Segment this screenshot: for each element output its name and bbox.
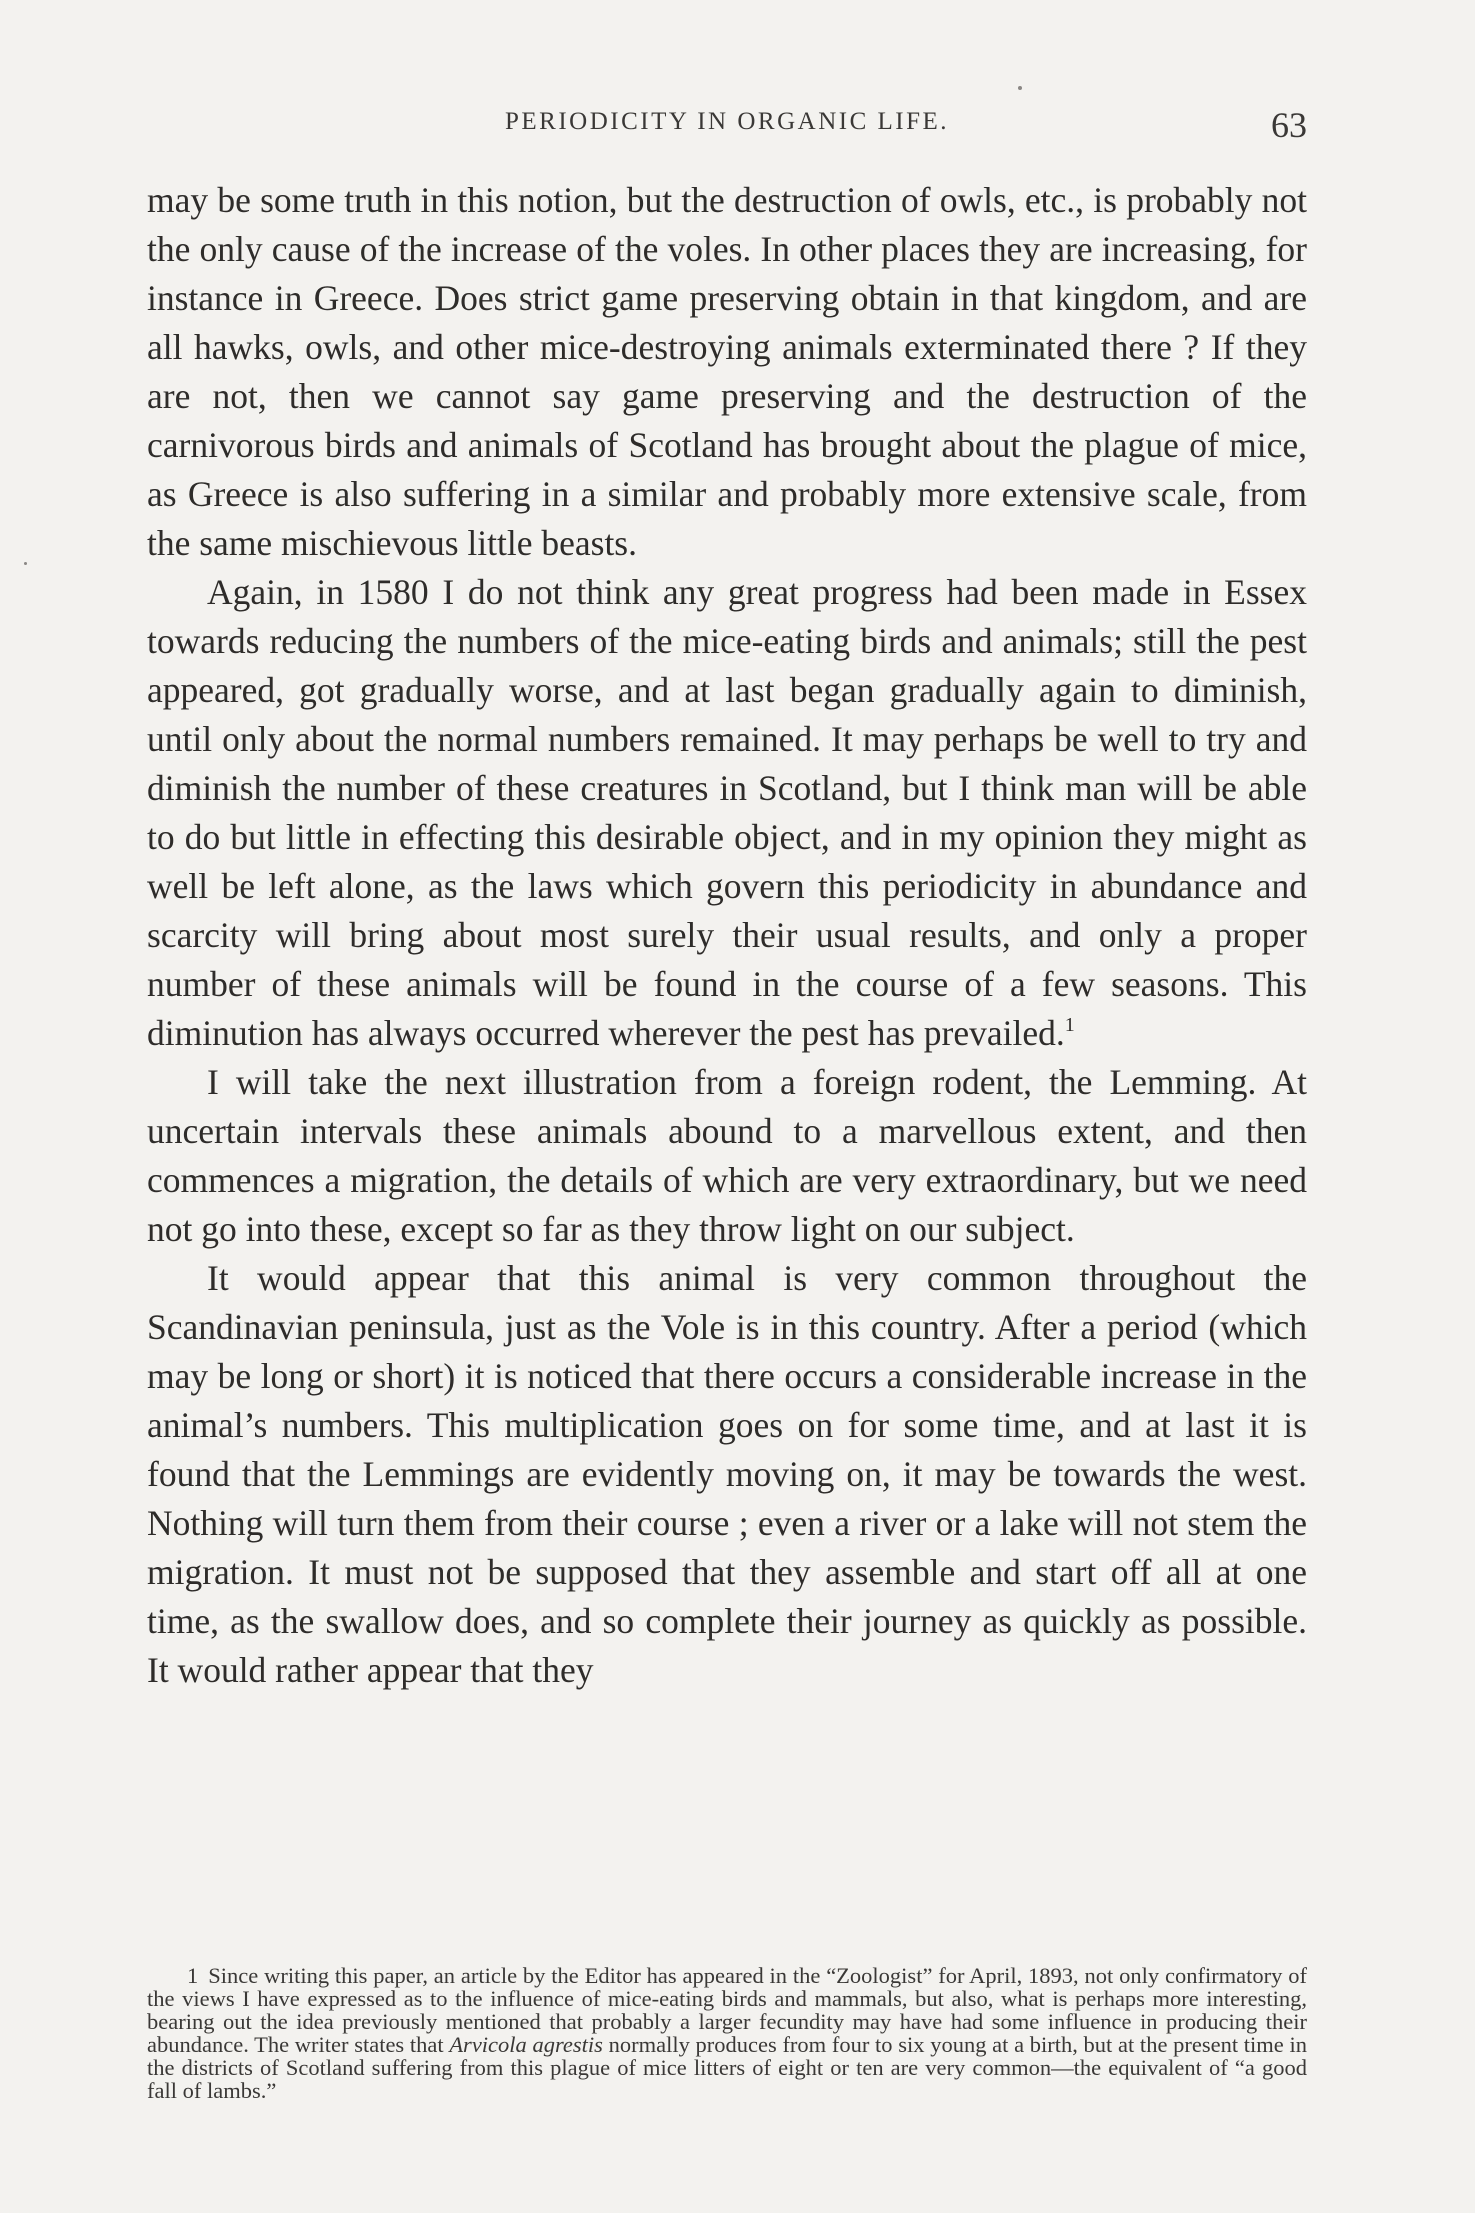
paragraph-text: It would appear that this animal is very common throughout the Scandinavian peninsula, just as the Vole is in this country. After a period (which may be long or short) it is noticed that there occurs a considerable increase in the animal’s numbers. This multiplication goes on for some time, and at last it is found that the Lemmings are evidently moving on, it may be towards the west. Nothing will turn them from their course ; even a river or a lake will not stem the migration. It must not be supposed that they assemble and start off all at one time, as the swallow does, and so complete their journey as quickly as possible. It would rather appear that they	[147, 1258, 1307, 1690]
footnote-text-continued: normally produces from four to six young at a birth, but at the present time in the districts of Scotland suffering from this plague of mice litters of eight or ten are very common—the equivalent of “a good fall of lambs.”	[147, 2032, 1307, 2103]
footnotes	[147, 1964, 1307, 2102]
footnote-text: Since writing this paper, an article by the Editor has appeared in the “Zoologist” for April, 1893, not only confirmatory of the views I have expressed as to the influence of mice-eating birds and mammals, but also, what is perhaps more interesting, bearing out the idea previously mentioned that probably a larger fecundity may have had some influence in producing their abundance. The writer states that	[147, 1963, 1307, 2057]
paragraph-text: may be some truth in this notion, but the destruction of owls, etc., is probably not the only cause of the increase of the voles. In other places they are increasing, for instance in Greece. Does strict game preserving obtain in that kingdom, and are all hawks, owls, and other mice-destroying animals exterminated there ? If they are not, then we cannot say game preserving and the destruction of the carnivorous birds and animals of Scotland has brought about the plague of mice, as Greece is also suffering in a similar and probably more extensive scale, from the same mischievous little beasts.	[147, 180, 1307, 563]
paragraph-text: Again, in 1580 I do not think any great progress had been made in Essex towards reducing the numbers of the mice-eating birds and animals; still the pest appeared, got gradually worse, and at last began gradually again to diminish, until only about the normal numbers remained. It may perhaps be well to try and diminish the number of these creatures in Scotland, but I think man will be able to do but little in effecting this desirable object, and in my opinion they might as well be left alone, as the laws which govern this periodicity in abundance and scarcity will bring about most surely their usual results, and only a proper number of these animals will be found in the course of a few seasons. This diminution has always occurred wherever the pest has prevailed.	[147, 572, 1307, 1053]
running-head	[147, 104, 1307, 144]
paragraph-continued	[147, 176, 1307, 568]
footnote-marker: 1	[187, 1963, 199, 1988]
paragraph	[147, 568, 1307, 1058]
paragraph-text: I will take the next illustration from a foreign rodent, the Lemming. At uncertain intervals these animals abound to a marvellous extent, and then commences a migration, the details of which are very extraordinary, but we need not go into these, except so far as they throw light on our subject.	[147, 1062, 1307, 1249]
footnote	[147, 1964, 1307, 2102]
footnote-species-name: Arvicola agrestis	[449, 2032, 603, 2057]
paragraph	[147, 1058, 1307, 1254]
body-text	[147, 176, 1307, 1695]
page-number: 63	[1271, 105, 1307, 145]
running-title: PERIODICITY IN ORGANIC LIFE.	[504, 108, 950, 135]
scan-speck	[24, 562, 27, 565]
footnote-reference: 1	[1064, 1014, 1075, 1036]
scan-speck	[1018, 86, 1022, 90]
paragraph	[147, 1254, 1307, 1695]
